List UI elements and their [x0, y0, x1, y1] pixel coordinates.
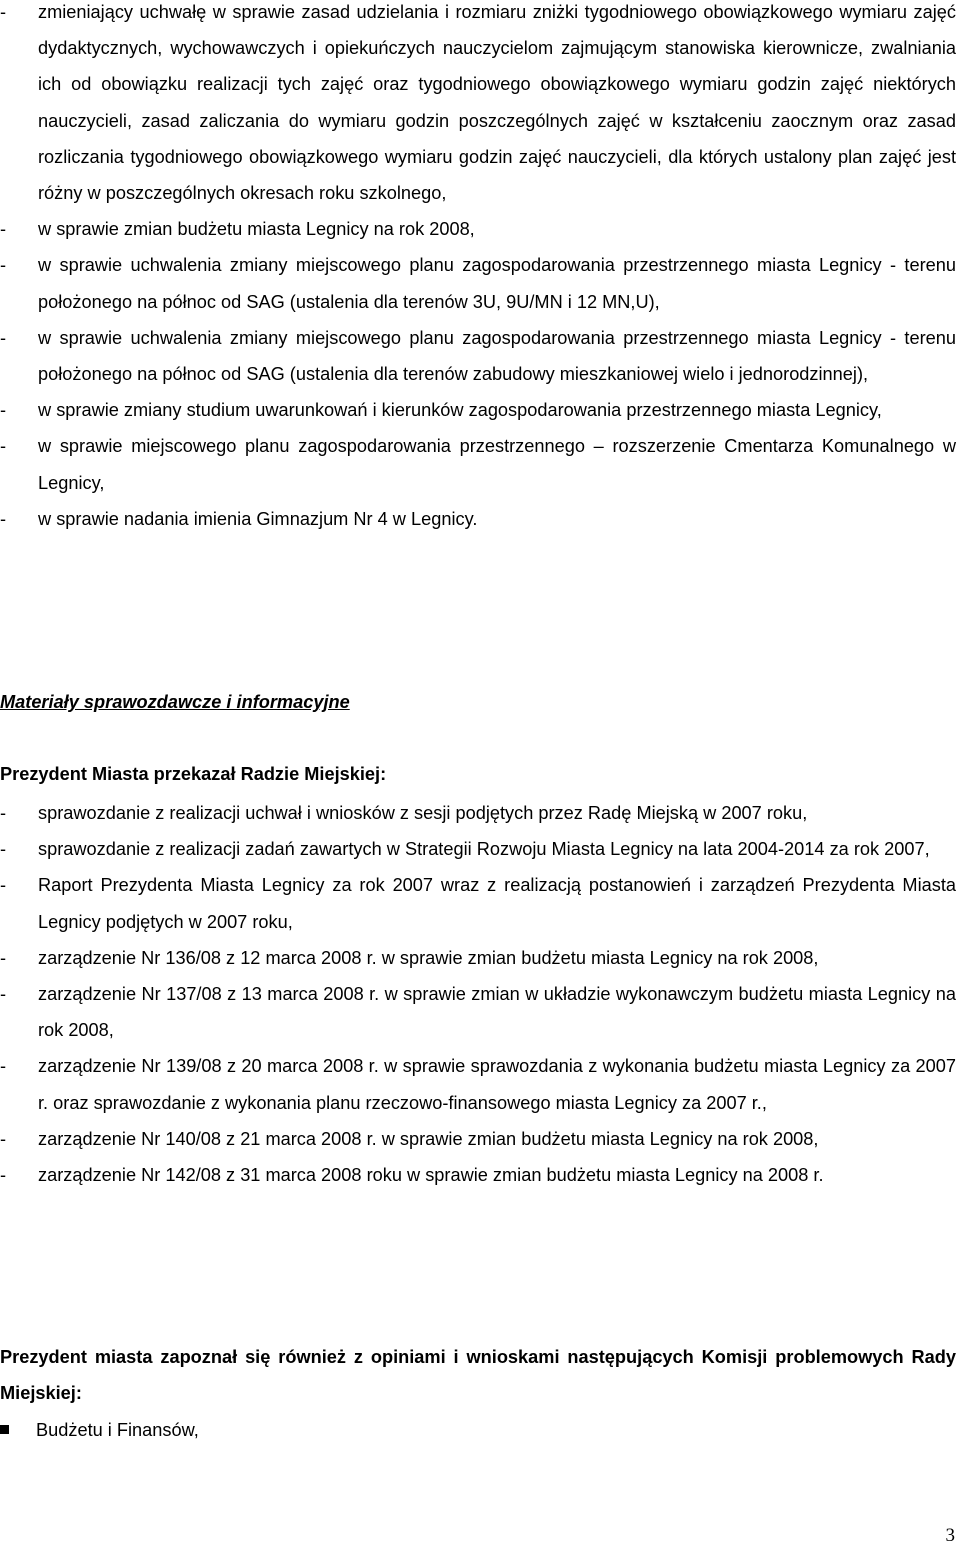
reports-list — [0, 795, 956, 1193]
list-item — [0, 247, 956, 319]
list-item-text: zarządzenie Nr 136/08 z 12 marca 2008 r. w sprawie zmian budżetu miasta Legnicy na rok 2008, — [38, 947, 819, 968]
list-item — [0, 831, 956, 867]
list-item-text: w sprawie zmiany studium uwarunkowań i kierunków zagospodarowania przestrzennego miasta Legnicy, — [38, 400, 882, 421]
list-item-text: zmieniający uchwałę w sprawie zasad udzielania i rozmiaru zniżki tygodniowego obowiązkowego wymiaru zajęć dydaktycznych, wychowawczych i opiekuńczych nauczycielom zajmującym stanowiska kierownicze, zwalniania ich od obowiązku realizacji tych zajęć oraz tygodniowego obowiązkowego wymiaru godzin zajęć niektórych nauczycieli, zasad zaliczania do wymiaru godzin poszczególnych zajęć w kształceniu zaocznym oraz zasad rozliczania tygodniowego obowiązkowego wymiaru godzin zajęć nauczycieli, dla których ustalony plan zajęć jest różny w poszczególnych okresach roku szkolnego, — [38, 2, 956, 204]
list-dash: - — [0, 1165, 7, 1186]
resolutions-list — [0, 0, 956, 537]
list-item-text: w sprawie uchwalenia zmiany miejscowego planu zagospodarowania przestrzennego miasta Legnicy - terenu położonego na północ od SAG (ustalenia dla terenów 3U, 9U/MN i 12 MN,U), — [38, 255, 956, 312]
list-item — [0, 867, 956, 939]
committee-name: Budżetu i Finansów, — [36, 1420, 199, 1440]
list-item — [0, 428, 956, 500]
list-dash: - — [0, 2, 7, 22]
square-bullet-icon — [0, 1425, 9, 1434]
list-dash: - — [0, 436, 7, 457]
list-dash: - — [0, 839, 7, 860]
list-dash: - — [0, 508, 7, 529]
list-item — [0, 1048, 956, 1120]
committee-item — [0, 1412, 199, 1448]
list-dash: - — [0, 984, 7, 1005]
list-item-text: zarządzenie Nr 142/08 z 31 marca 2008 roku w sprawie zmian budżetu miasta Legnicy na 2008 r. — [38, 1165, 824, 1186]
list-item-text: w sprawie nadania imienia Gimnazjum Nr 4 w Legnicy. — [38, 508, 478, 529]
list-dash: - — [0, 1056, 7, 1077]
list-dash: - — [0, 875, 7, 896]
list-item-text: sprawozdanie z realizacji uchwał i wniosków z sesji podjętych przez Radę Miejską w 2007 roku, — [38, 803, 808, 823]
list-dash: - — [0, 1128, 7, 1149]
list-dash: - — [0, 255, 7, 276]
list-item — [0, 0, 956, 211]
list-item — [0, 976, 956, 1048]
committees-heading: Prezydent miasta zapoznał się również z opiniami i wnioskami następujących Komisji problemowych Rady Miejskiej: — [0, 1347, 956, 1403]
list-dash: - — [0, 803, 7, 823]
list-item — [0, 795, 956, 831]
list-item-text: w sprawie miejscowego planu zagospodarowania przestrzennego – rozszerzenie Cmentarza Komunalnego w Legnicy, — [38, 436, 956, 493]
list-item — [0, 320, 956, 392]
section-heading-materials: Materiały sprawozdawcze i informacyjne — [0, 692, 350, 712]
list-item-text: zarządzenie Nr 140/08 z 21 marca 2008 r. w sprawie zmian budżetu miasta Legnicy na rok 2008, — [38, 1128, 819, 1149]
list-item-text: w sprawie uchwalenia zmiany miejscowego planu zagospodarowania przestrzennego miasta Legnicy - terenu położonego na północ od SAG (ustalenia dla terenów zabudowy mieszkaniowej wielo i jednorodzinnej), — [38, 327, 956, 385]
list-dash: - — [0, 219, 7, 240]
list-item-text: zarządzenie Nr 137/08 z 13 marca 2008 r. w sprawie zmian w układzie wykonawczym budżetu miasta Legnicy na rok 2008, — [38, 984, 956, 1041]
page-number: 3 — [945, 1525, 955, 1546]
list-dash: - — [0, 327, 7, 348]
list-item — [0, 940, 956, 976]
list-item-text: sprawozdanie z realizacji zadań zawartych w Strategii Rozwoju Miasta Legnicy na lata 2004-2014 za rok 2007, — [38, 839, 930, 860]
list-dash: - — [0, 400, 7, 421]
list-item-text: zarządzenie Nr 139/08 z 20 marca 2008 r. w sprawie sprawozdania z wykonania budżetu miasta Legnicy za 2007 r. oraz sprawozdanie z wykonania planu rzeczowo-finansowego miasta Legnicy za 2007 r., — [38, 1056, 956, 1113]
list-item — [0, 392, 956, 428]
list-item — [0, 501, 956, 537]
list-item — [0, 1157, 956, 1193]
list-item-text: w sprawie zmian budżetu miasta Legnicy na rok 2008, — [38, 219, 475, 240]
president-handed-heading: Prezydent Miasta przekazał Radzie Miejskiej: — [0, 764, 387, 784]
list-item — [0, 211, 956, 247]
list-dash: - — [0, 947, 7, 968]
list-item-text: Raport Prezydenta Miasta Legnicy za rok 2007 wraz z realizacją postanowień i zarządzeń Prezydenta Miasta Legnicy podjętych w 2007 roku, — [38, 875, 956, 932]
list-item — [0, 1121, 956, 1157]
